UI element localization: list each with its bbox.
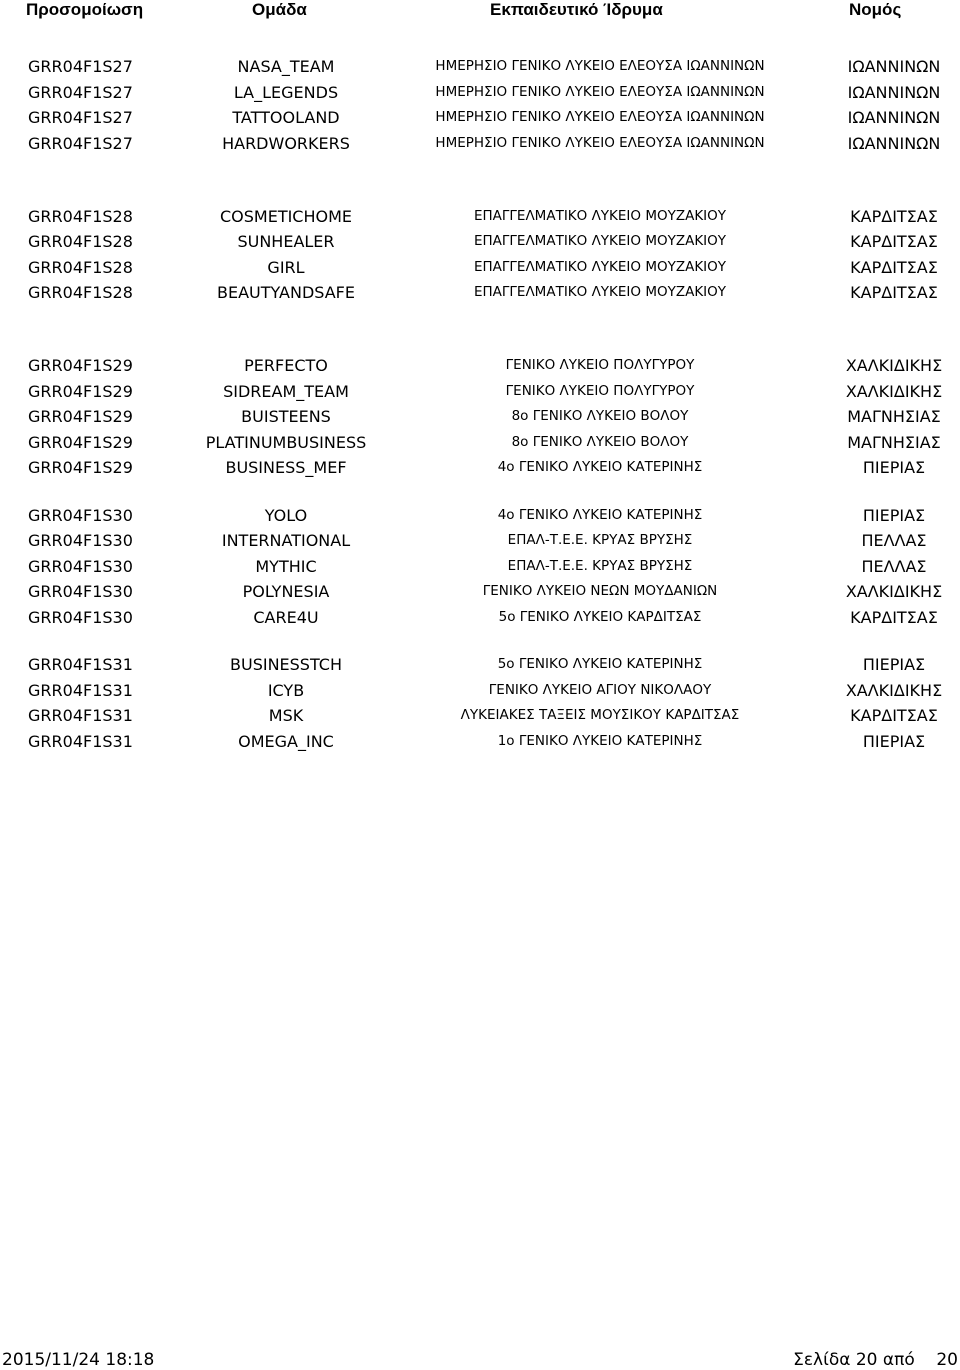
cell-team: INTERNATIONAL [221, 531, 351, 550]
cell-prefecture: ΚΑΡΔΙΤΣΑΣ [850, 706, 938, 725]
header-team: Ομάδα [252, 0, 307, 19]
footer-page-number [793, 1350, 958, 1370]
cell-simulation: GRR04F1S28 [28, 232, 133, 251]
header-simulation: Προσομοίωση [26, 0, 144, 19]
table-row [0, 105, 960, 131]
cell-institution: 5ο ΓΕΝΙΚΟ ΛΥΚΕΙΟ ΚΑΡΔΙΤΣΑΣ [498, 608, 702, 625]
cell-institution: ΓΕΝΙΚΟ ΛΥΚΕΙΟ ΠΟΛΥΓΥΡΟΥ [505, 357, 695, 373]
cell-simulation: GRR04F1S30 [28, 531, 133, 550]
cell-team: PERFECTO [244, 356, 328, 375]
cell-prefecture: ΠΙΕΡΙΑΣ [862, 458, 926, 477]
cell-prefecture: ΠΕΛΛΑΣ [861, 556, 927, 576]
cell-prefecture: ΙΩΑΝΝΙΝΩΝ [847, 57, 941, 76]
cell-institution: ΓΕΝΙΚΟ ΛΥΚΕΙΟ ΑΓΙΟΥ ΝΙΚΟΛΑΟΥ [488, 681, 712, 698]
cell-prefecture: ΙΩΑΝΝΙΝΩΝ [847, 108, 941, 127]
cell-team: BEAUTYANDSAFE [217, 283, 355, 302]
table-header [0, 0, 960, 22]
cell-team: BUSINESSTCH [230, 655, 342, 674]
cell-institution: ΕΠΑΛ-Τ.Ε.Ε. ΚΡΥΑΣ ΒΡΥΣΗΣ [507, 557, 693, 574]
table-row [0, 255, 960, 281]
cell-prefecture: ΠΙΕΡΙΑΣ [862, 505, 926, 525]
cell-institution: ΛΥΚΕΙΑΚΕΣ ΤΑΞΕΙΣ ΜΟΥΣΙΚΟΥ ΚΑΡΔΙΤΣΑΣ [460, 707, 740, 723]
cell-team: BUISTEENS [241, 407, 331, 426]
table-row [0, 503, 960, 529]
table-row [0, 131, 960, 157]
cell-prefecture: ΧΑΛΚΙΔΙΚΗΣ [845, 680, 943, 700]
cell-institution: 4ο ΓΕΝΙΚΟ ΛΥΚΕΙΟ ΚΑΤΕΡΙΝΗΣ [497, 506, 703, 523]
cell-institution: ΕΠΑΓΓΕΛΜΑΤΙΚΟ ΛΥΚΕΙΟ ΜΟΥΖΑΚΙΟΥ [473, 207, 727, 224]
cell-team: TATTOOLAND [232, 108, 340, 127]
table-row [0, 528, 960, 554]
cell-prefecture: ΜΑΓΝΗΣΙΑΣ [847, 432, 941, 452]
cell-simulation: GRR04F1S29 [28, 407, 133, 426]
table-row [0, 579, 960, 605]
cell-prefecture: ΧΑΛΚΙΔΙΚΗΣ [845, 356, 943, 375]
row-group [0, 204, 960, 354]
cell-institution: ΕΠΑΓΓΕΛΜΑΤΙΚΟ ΛΥΚΕΙΟ ΜΟΥΖΑΚΙΟΥ [473, 233, 727, 249]
cell-team: SUNHEALER [237, 232, 335, 251]
table-row [0, 652, 960, 678]
cell-prefecture: ΚΑΡΔΙΤΣΑΣ [850, 607, 938, 627]
table-row [0, 229, 960, 255]
cell-institution: 1ο ΓΕΝΙΚΟ ΛΥΚΕΙΟ ΚΑΤΕΡΙΝΗΣ [497, 732, 703, 749]
cell-institution: ΕΠΑΓΓΕΛΜΑΤΙΚΟ ΛΥΚΕΙΟ ΜΟΥΖΑΚΙΟΥ [473, 258, 727, 275]
cell-team: SIDREAM_TEAM [223, 381, 349, 401]
teams-table [0, 54, 960, 802]
header-prefecture: Νομός [849, 0, 902, 19]
row-group [0, 652, 960, 802]
cell-institution: 8ο ΓΕΝΙΚΟ ΛΥΚΕΙΟ ΒΟΛΟΥ [511, 433, 689, 450]
table-row [0, 703, 960, 729]
cell-team: NASA_TEAM [237, 57, 335, 76]
cell-simulation: GRR04F1S30 [28, 505, 133, 525]
cell-team: YOLO [264, 505, 308, 525]
row-group [0, 353, 960, 503]
cell-team: OMEGA_INC [238, 731, 334, 751]
table-row [0, 729, 960, 755]
cell-prefecture: ΚΑΡΔΙΤΣΑΣ [850, 232, 938, 251]
cell-simulation: GRR04F1S31 [28, 680, 133, 700]
table-row [0, 678, 960, 704]
cell-simulation: GRR04F1S30 [28, 556, 133, 576]
cell-institution: ΓΕΝΙΚΟ ΛΥΚΕΙΟ ΠΟΛΥΓΥΡΟΥ [505, 382, 695, 399]
cell-simulation: GRR04F1S27 [28, 82, 133, 102]
cell-team: COSMETICHOME [219, 206, 353, 226]
table-row [0, 280, 960, 306]
cell-team: GIRL [267, 257, 305, 277]
cell-simulation: GRR04F1S27 [28, 57, 133, 76]
cell-prefecture: ΚΑΡΔΙΤΣΑΣ [850, 283, 938, 302]
table-row [0, 80, 960, 106]
cell-institution: ΗΜΕΡΗΣΙΟ ΓΕΝΙΚΟ ΛΥΚΕΙΟ ΕΛΕΟΥΣΑ ΙΩΑΝΝΙΝΩΝ [435, 58, 765, 74]
cell-prefecture: ΙΩΑΝΝΙΝΩΝ [847, 133, 941, 153]
cell-prefecture: ΚΑΡΔΙΤΣΑΣ [850, 206, 938, 226]
table-row [0, 379, 960, 405]
header-institution: Εκπαιδευτικό Ίδρυμα [490, 0, 663, 19]
cell-team: CARE4U [253, 607, 319, 627]
cell-prefecture: ΧΑΛΚΙΔΙΚΗΣ [845, 582, 943, 601]
cell-team: ICYB [267, 680, 305, 700]
table-row [0, 455, 960, 481]
cell-simulation: GRR04F1S29 [28, 432, 133, 452]
cell-team: HARDWORKERS [222, 133, 350, 153]
cell-prefecture: ΜΑΓΝΗΣΙΑΣ [847, 407, 941, 426]
table-row [0, 54, 960, 80]
cell-institution: ΗΜΕΡΗΣΙΟ ΓΕΝΙΚΟ ΛΥΚΕΙΟ ΕΛΕΟΥΣΑ ΙΩΑΝΝΙΝΩΝ [435, 83, 765, 100]
footer-timestamp: 2015/11/24 18:18 [2, 1350, 155, 1370]
table-row [0, 430, 960, 456]
cell-team: MYTHIC [255, 556, 317, 576]
footer-page-total: 20 [936, 1350, 958, 1370]
page-footer [0, 1350, 960, 1370]
cell-prefecture: ΚΑΡΔΙΤΣΑΣ [850, 257, 938, 277]
cell-institution: 8ο ΓΕΝΙΚΟ ΛΥΚΕΙΟ ΒΟΛΟΥ [511, 408, 689, 424]
cell-team: LA_LEGENDS [233, 82, 339, 102]
cell-institution: ΗΜΕΡΗΣΙΟ ΓΕΝΙΚΟ ΛΥΚΕΙΟ ΕΛΕΟΥΣΑ ΙΩΑΝΝΙΝΩΝ [435, 109, 765, 125]
cell-simulation: GRR04F1S29 [28, 356, 133, 375]
cell-institution: ΗΜΕΡΗΣΙΟ ΓΕΝΙΚΟ ΛΥΚΕΙΟ ΕΛΕΟΥΣΑ ΙΩΑΝΝΙΝΩΝ [435, 134, 765, 151]
cell-simulation: GRR04F1S29 [28, 458, 133, 477]
cell-institution: 4ο ΓΕΝΙΚΟ ΛΥΚΕΙΟ ΚΑΤΕΡΙΝΗΣ [497, 459, 703, 475]
cell-simulation: GRR04F1S27 [28, 133, 133, 153]
cell-prefecture: ΠΙΕΡΙΑΣ [862, 731, 926, 751]
footer-page-label: Σελίδα 20 από [793, 1350, 915, 1370]
row-group [0, 54, 960, 204]
table-row [0, 353, 960, 379]
cell-team: PLATINUMBUSINESS [205, 432, 367, 452]
cell-simulation: GRR04F1S28 [28, 206, 133, 226]
cell-prefecture: ΠΙΕΡΙΑΣ [862, 655, 926, 674]
cell-simulation: GRR04F1S31 [28, 706, 133, 725]
cell-team: POLYNESIA [242, 582, 330, 601]
cell-prefecture: ΙΩΑΝΝΙΝΩΝ [847, 82, 941, 102]
cell-simulation: GRR04F1S28 [28, 257, 133, 277]
table-row [0, 605, 960, 631]
cell-institution: ΓΕΝΙΚΟ ΛΥΚΕΙΟ ΝΕΩΝ ΜΟΥΔΑΝΙΩΝ [482, 583, 718, 599]
cell-simulation: GRR04F1S30 [28, 607, 133, 627]
cell-simulation: GRR04F1S30 [28, 582, 133, 601]
cell-team: BUSINESS_MEF [225, 458, 347, 477]
cell-institution: ΕΠΑΓΓΕΛΜΑΤΙΚΟ ΛΥΚΕΙΟ ΜΟΥΖΑΚΙΟΥ [473, 284, 727, 300]
cell-simulation: GRR04F1S31 [28, 731, 133, 751]
row-group [0, 503, 960, 653]
table-row [0, 204, 960, 230]
cell-simulation: GRR04F1S31 [28, 655, 133, 674]
cell-prefecture: ΠΕΛΛΑΣ [861, 531, 927, 550]
cell-team: MSK [268, 706, 304, 725]
table-row [0, 404, 960, 430]
cell-simulation: GRR04F1S29 [28, 381, 133, 401]
cell-institution: 5ο ΓΕΝΙΚΟ ΛΥΚΕΙΟ ΚΑΤΕΡΙΝΗΣ [497, 656, 703, 672]
cell-simulation: GRR04F1S28 [28, 283, 133, 302]
cell-simulation: GRR04F1S27 [28, 108, 133, 127]
cell-institution: ΕΠΑΛ-Τ.Ε.Ε. ΚΡΥΑΣ ΒΡΥΣΗΣ [507, 532, 693, 548]
cell-prefecture: ΧΑΛΚΙΔΙΚΗΣ [845, 381, 943, 401]
table-row [0, 554, 960, 580]
